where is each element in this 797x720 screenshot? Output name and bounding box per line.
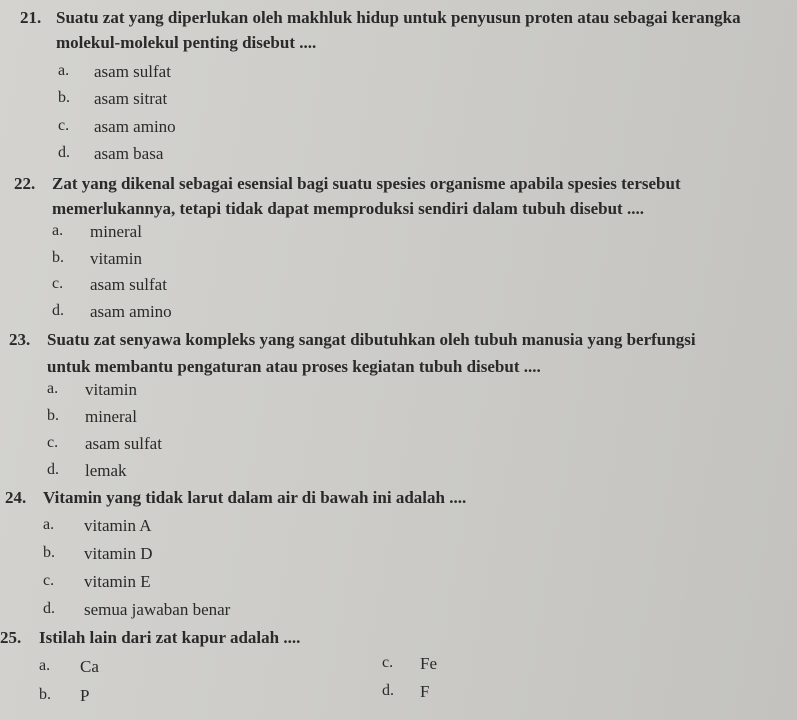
option-letter: a. [58,62,70,79]
option-letter: b. [52,249,64,266]
option-text: Ca [80,657,99,676]
option-letter: c. [43,572,55,589]
option-letter: a. [39,657,51,674]
question-number: 22. [14,174,36,193]
option-text: lemak [85,461,127,480]
question-number: 21. [20,8,42,27]
option-letter: a. [43,516,55,533]
option-letter: d. [58,144,70,161]
option-letter: c. [47,434,59,451]
question-stem-line: Istilah lain dari zat kapur adalah .... [39,628,301,647]
option-text: asam sitrat [94,89,168,108]
option-text: asam sulfat [90,275,167,294]
option-text: Fe [420,654,437,673]
option-letter: d. [43,600,55,617]
option-text: vitamin A [84,516,152,535]
question-number: 25. [0,628,22,647]
option-letter: c. [58,117,70,134]
question-number: 23. [9,330,31,349]
question-stem-line: memerlukannya, tetapi tidak dapat memproduksi sendiri dalam tubuh disebut .... [52,199,644,218]
option-letter: d. [382,682,394,699]
option-letter: d. [52,302,64,319]
question-stem-line: Vitamin yang tidak larut dalam air di bawah ini adalah .... [43,488,467,507]
option-text: P [80,686,90,705]
option-text: asam basa [94,144,164,163]
option-letter: d. [47,461,59,478]
question-stem-line: untuk membantu pengaturan atau proses kegiatan tubuh disebut .... [47,357,541,376]
option-text: vitamin D [84,544,153,563]
option-text: vitamin [90,249,142,268]
option-letter: b. [47,407,59,424]
option-letter: b. [43,544,55,561]
option-text: asam sulfat [85,434,162,453]
question-stem-line: Zat yang dikenal sebagai esensial bagi suatu spesies organisme apabila spesies tersebut [52,174,681,193]
option-letter: b. [39,686,51,703]
option-text: asam amino [94,117,176,136]
option-letter: a. [52,222,64,239]
question-stem-line: molekul-molekul penting disebut .... [56,33,317,52]
option-text: F [420,682,430,701]
option-text: vitamin E [84,572,151,591]
option-text: asam amino [90,302,172,321]
option-letter: b. [58,89,70,106]
question-stem-line: Suatu zat yang diperlukan oleh makhluk hidup untuk penyusun proten atau sebagai kerangka [56,8,741,27]
question-stem-line: Suatu zat senyawa kompleks yang sangat dibutuhkan oleh tubuh manusia yang berfungsi [47,330,696,349]
option-text: asam sulfat [94,62,171,81]
option-letter: a. [47,380,59,397]
option-text: vitamin [85,380,137,399]
option-text: semua jawaban benar [84,600,231,619]
question-number: 24. [5,488,27,507]
option-text: mineral [85,407,137,426]
option-text: mineral [90,222,142,241]
option-letter: c. [52,275,64,292]
option-letter: c. [382,654,394,671]
